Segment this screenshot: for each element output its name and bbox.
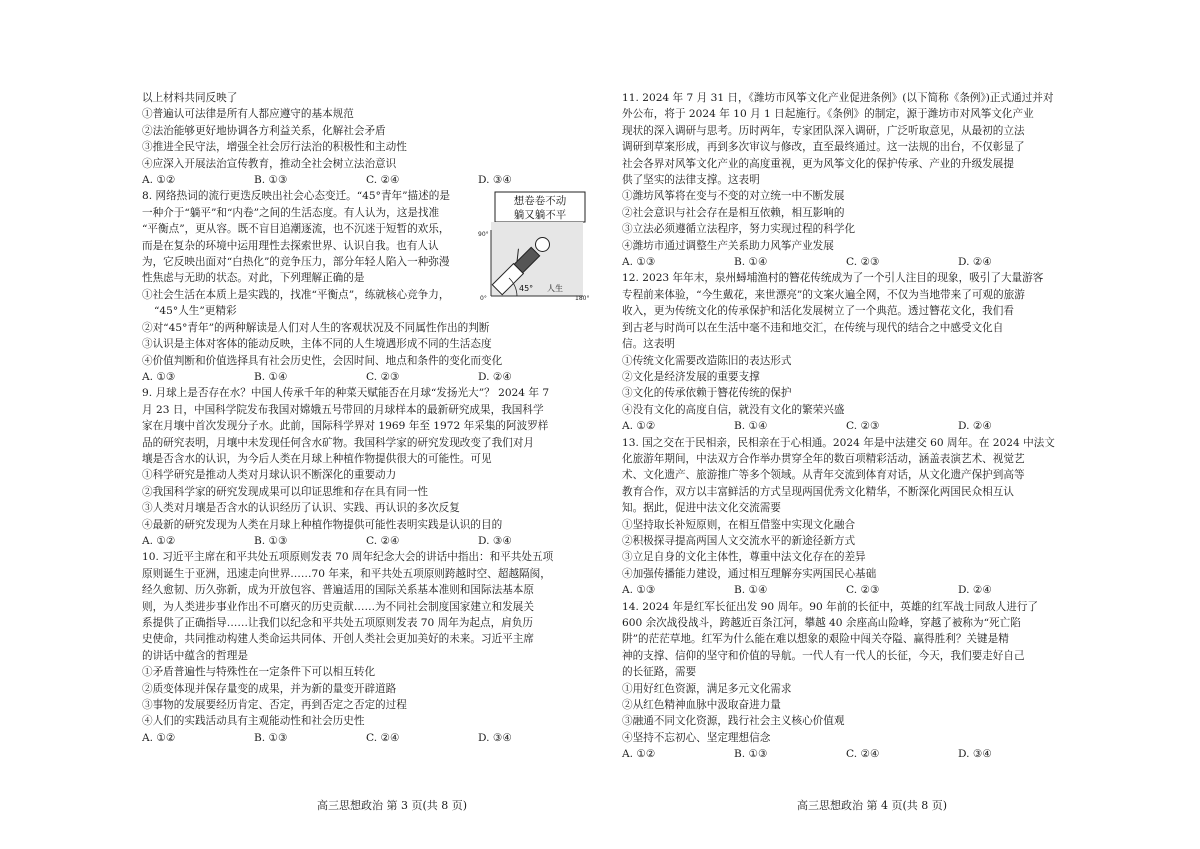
statement: ③事物的发展要经历肯定、否定，再到否定之否定的过程 xyxy=(142,699,407,712)
option-d[interactable]: D. ③④ xyxy=(958,748,992,761)
statement: ④坚持不忘初心、坚定理想信念 xyxy=(622,731,771,744)
statement: ②对“45°青年”的两种解读是人们对人生的客观状况及不同属性作出的判断 xyxy=(142,321,490,334)
angle-label: 45° xyxy=(519,284,534,293)
statement: ④人们的实践活动具有主观能动性和社会历史性 xyxy=(142,715,365,728)
question-stem-line: 史使命，共同推动构建人类命运共同体、开创人类社会更加美好的未来。习近平主席 xyxy=(142,633,534,646)
question-stem-line: 品的研究表明，月壤中未发现任何含水矿物。我国科学家的研究发现改变了我们对月 xyxy=(142,436,534,449)
option-b[interactable]: B. ①④ xyxy=(254,370,288,383)
caption-line-2: 躺又躺不平 xyxy=(513,209,567,221)
statement: ②文化是经济发展的重要支撑 xyxy=(622,370,760,383)
question-stem-line: 化旅游年期间，中法双方合作举办贯穿全年的数百项精彩活动，涵盖表演艺术、视觉艺 xyxy=(622,452,1025,465)
person-label: 人生 xyxy=(547,284,563,293)
statement: ①社会生活在本质上是实践的，找准“平衡点”，练就核心竞争力， xyxy=(142,288,450,301)
question-stem-line: 600 余次战役战斗，跨越近百条江河，攀越 40 余座高山险峰，穿越了被称为“死亡陷 xyxy=(622,617,1021,629)
question-stem-line: 的长征路，需要 xyxy=(622,666,697,679)
option-a[interactable]: A. ①② xyxy=(622,748,656,761)
question-stem-line: 系提供了正确指导……让我们以纪念和平共处五项原则发表 70 周年为起点，肩负历 xyxy=(142,617,533,629)
answer-options xyxy=(622,746,1122,762)
option-d[interactable]: D. ③④ xyxy=(478,534,512,547)
question-stem-line: 信。这表明 xyxy=(622,338,675,351)
question-stem-line: “平衡点”，更从容。既不盲目追潮逐流，也不沉迷于短暂的欢乐， xyxy=(142,223,450,236)
question-10 xyxy=(142,549,642,746)
option-b[interactable]: B. ①③ xyxy=(254,731,288,744)
statement: ④没有文化的高度自信，就没有文化的繁荣兴盛 xyxy=(622,403,845,416)
option-a[interactable]: A. ①② xyxy=(142,534,176,547)
question-stem-line: 14. 2024 年是红军长征出发 90 周年。90 年前的长征中，英雄的红军战士同敌人进行了 xyxy=(622,600,1039,613)
option-a[interactable]: A. ①③ xyxy=(142,370,176,383)
answer-options xyxy=(142,172,642,188)
question-stem-line: 到古老与时尚可以在生活中毫不违和地交汇，在传统与现代的结合之中感受文化自 xyxy=(622,321,1004,334)
axis-label-right: 180° xyxy=(575,295,589,302)
statement: ②我国科学家的研究发现成果可以印证思维和存在具有同一性 xyxy=(142,485,429,498)
page-footer: 高三思想政治 第 4 页(共 8 页) xyxy=(796,799,948,812)
question-stem-line: 11. 2024 年 7 月 31 日，《潍坊市风筝文化产业促进条例》(以下简称《条例》)正式通过并对 xyxy=(622,92,1054,104)
question-stem-line: 专程前来体验，“今生戴花，来世漂亮”的文案火遍全网，不仅为当地带来了可观的旅游 xyxy=(622,288,1025,301)
answer-options xyxy=(622,418,1122,434)
statement: ①潍坊风筝将在变与不变的对立统一中不断发展 xyxy=(622,190,845,203)
statement: ②法治能够更好地协调各方利益关系，化解社会矛盾 xyxy=(142,124,386,137)
option-b[interactable]: B. ①④ xyxy=(734,256,768,269)
statement: ④应深入开展法治宣传教育，推动全社会树立法治意识 xyxy=(142,157,397,170)
option-a[interactable]: A. ①③ xyxy=(622,584,656,597)
statement: ①普遍认可法律是所有人都应遵守的基本规范 xyxy=(142,108,354,121)
option-a[interactable]: A. ①② xyxy=(622,420,656,433)
question-stem-line: 则，为人类进步事业作出不可磨灭的历史贡献……为不同社会制度国家建立和发展关 xyxy=(142,600,534,613)
left-page xyxy=(142,90,642,812)
statement: ①坚持取长补短原则，在相互借鉴中实现文化融合 xyxy=(622,518,856,531)
right-page xyxy=(622,90,1122,812)
question-stem-line: 外公布，将于 2024 年 10 月 1 日起施行。《条例》的制定，源于潍坊市对风筝文化产业 xyxy=(622,108,1034,121)
option-c[interactable]: C. ②④ xyxy=(366,534,400,547)
option-b[interactable]: B. ①③ xyxy=(734,748,768,761)
statement: ①传统文化需要改造陈旧的表达形式 xyxy=(622,354,792,367)
question-7-continued xyxy=(142,90,642,188)
statement: ④最新的研究发现为人类在月球上种植作物提供可能性表明实践是认识的目的 xyxy=(142,518,503,531)
question-stem-line: 9. 月球上是否存在水？中国人传承千年的种菜天赋能否在月球“发扬光大”？ 2024 年 7 xyxy=(142,387,550,400)
question-stem-line: 术、文化遗产、旅游推广等多个领域。从青年交流到体育对话，从文化遗产保护到高等 xyxy=(622,469,1025,482)
question-stem-line: 月 23 日，中国科学院发布我国对嫦娥五号带回的月球样本的最新研究成果，我国科学 xyxy=(142,403,544,416)
option-a[interactable]: A. ①② xyxy=(142,174,176,187)
option-a[interactable]: A. ①② xyxy=(142,731,176,744)
statement: ③认识是主体对客体的能动反映，主体不同的人生境遇形成不同的生活态度 xyxy=(142,338,492,351)
axis-label-top: 90° xyxy=(478,231,489,238)
statement: ②社会意识与社会存在是相互依赖，相互影响的 xyxy=(622,206,845,219)
statement: ②质变体现并保存量变的成果，并为新的量变开辟道路 xyxy=(142,682,397,695)
statement: ③立法必须遵循立法程序，努力实现过程的科学化 xyxy=(622,223,856,236)
question-stem-line: 壤是否含水的认识，为今后人类在月球上种植作物提供很大的可能性。可见 xyxy=(142,452,492,465)
question-stem-line: 13. 国之交在于民相亲，民相亲在于心相通。2024 年是中法建交 60 周年。在 2024 中法文 xyxy=(622,436,1055,449)
statement: ④潍坊市通过调整生产关系助力风筝产业发展 xyxy=(622,239,834,252)
option-d[interactable]: D. ②④ xyxy=(958,256,992,269)
statement: ④价值判断和价值选择具有社会历史性，会因时间、地点和条件的变化而变化 xyxy=(142,354,503,367)
option-b[interactable]: B. ①④ xyxy=(734,420,768,433)
question-stem-line: 社会各界对风筝文化产业的高度重视，更为风筝文化的保护传承、产业的升级发展提 xyxy=(622,157,1014,170)
option-d[interactable]: D. ②④ xyxy=(478,370,512,383)
axis-label-origin: 0° xyxy=(480,295,487,302)
answer-options xyxy=(142,730,642,746)
angle-figure xyxy=(477,190,589,302)
page-footer: 高三思想政治 第 3 页(共 8 页) xyxy=(316,799,468,812)
option-a[interactable]: A. ①③ xyxy=(622,256,656,269)
question-stem-line: 而是在复杂的环境中运用理性去探索世界、认识自我。也有人认 xyxy=(142,239,439,252)
option-c[interactable]: C. ②③ xyxy=(366,370,400,383)
question-stem-line: 现状的深入调研与思考。历时两年，专家团队深入调研，广泛听取意见，从最初的立法 xyxy=(622,124,1025,137)
statement: ③融通不同文化资源，践行社会主义核心价值观 xyxy=(622,715,845,728)
question-12 xyxy=(622,270,1122,434)
statement: ③立足自身的文化主体性，尊重中法文化存在的差异 xyxy=(622,551,866,564)
question-11 xyxy=(622,90,1122,270)
question-stem-line: 的讲话中蕴含的哲理是 xyxy=(142,649,248,662)
option-c[interactable]: C. ②④ xyxy=(366,731,400,744)
statement: ③人类对月壤是否含水的认识经历了认识、实践、再认识的多次反复 xyxy=(142,502,460,515)
question-stem-line: 收入，更为传统文化的传承保护和活化发展树立了一个典范。透过簪花文化，我们看 xyxy=(622,305,1014,318)
option-c[interactable]: C. ②④ xyxy=(366,174,400,187)
q8-illustration xyxy=(477,190,589,302)
statement: ①矛盾普遍性与特殊性在一定条件下可以相互转化 xyxy=(142,666,376,679)
option-b[interactable]: B. ①③ xyxy=(254,534,288,547)
statement-continued: “45°人生”更精彩 xyxy=(154,305,237,318)
statement: ①用好红色资源，满足多元文化需求 xyxy=(622,682,792,695)
statement: ①科学研究是推动人类对月球认识不断深化的重要动力 xyxy=(142,469,397,482)
answer-options xyxy=(622,582,1122,598)
option-d[interactable]: D. ③④ xyxy=(478,731,512,744)
option-c[interactable]: C. ②③ xyxy=(846,584,880,597)
statement: ②从红色精神血脉中汲取奋进力量 xyxy=(622,699,781,712)
caption-line-1: 想卷卷不动 xyxy=(513,195,567,207)
question-stem-line: 8. 网络热词的流行更迭反映出社会心态变迁。“45°青年”描述的是 xyxy=(142,190,450,203)
option-c[interactable]: C. ②③ xyxy=(846,256,880,269)
option-b[interactable]: B. ①③ xyxy=(254,174,288,187)
answer-options xyxy=(142,533,642,549)
question-13 xyxy=(622,435,1122,599)
option-d[interactable]: D. ②④ xyxy=(958,584,992,597)
question-stem-line: 知。据此，促进中法文化交流需要 xyxy=(622,502,781,515)
option-d[interactable]: D. ③④ xyxy=(478,174,512,187)
question-9 xyxy=(142,385,642,549)
statement: ③文化的传承依赖于簪花传统的保护 xyxy=(622,387,792,400)
question-stem-line: 经久愈韧、历久弥新，成为开放包容、普遍适用的国际关系基本准则和国际法基本原 xyxy=(142,584,534,597)
option-b[interactable]: B. ①④ xyxy=(734,584,768,597)
question-stem-line: 一种介于“躺平”和“内卷”之间的生活态度。有人认为，这是找准 xyxy=(142,206,440,219)
question-14 xyxy=(622,599,1122,763)
statement: ②积极探寻提高两国人文交流水平的新途径新方式 xyxy=(622,534,856,547)
statement: ③推进全民守法，增强全社会厉行法治的积极性和主动性 xyxy=(142,141,407,154)
answer-options xyxy=(622,254,1122,270)
statement: ④加强传播能力建设，通过相互理解夯实两国民心基础 xyxy=(622,567,877,580)
question-stem-line: 为，它反映出面对“白热化”的竞争压力，部分年轻人陷入一种弥漫 xyxy=(142,256,450,269)
question-stem-line: 教育合作，双方以丰富鲜活的方式呈现两国优秀文化精华，不断深化两国民众相互认 xyxy=(622,485,1014,498)
question-stem-line: 调研到草案形成，再到多次审议与修改，直至最终通过。这一法规的出台，不仅彰显了 xyxy=(622,141,1025,154)
answer-options xyxy=(142,369,642,385)
question-stem-line: 神的支撑、信仰的坚守和价值的导航。一代人有一代人的长征，今天，我们要走好自己 xyxy=(622,649,1025,662)
question-stem-line: 供了坚实的法律支撑。这表明 xyxy=(622,174,760,187)
question-stem-line: 10. 习近平主席在和平共处五项原则发表 70 周年纪念大会的讲话中指出：和平共处五项 xyxy=(142,551,554,564)
question-stem-line: 原则诞生于亚洲，迅速走向世界……70 年来，和平共处五项原则跨越时空、超越隔阂， xyxy=(142,567,551,580)
option-c[interactable]: C. ②④ xyxy=(846,748,880,761)
option-d[interactable]: D. ②④ xyxy=(958,420,992,433)
question-stem-line: 12. 2023 年年末，泉州蟳埔渔村的簪花传统成为了一个引人注目的现象，吸引了大量游客 xyxy=(622,272,1044,285)
question-stem-line: 家在月壤中首次发现分子水。此前，国际科学界对 1969 年至 1972 年采集的阿波罗样 xyxy=(142,420,549,433)
question-stem-line: 性焦虑与无助的状态。对此，下列理解正确的是 xyxy=(142,272,365,285)
question-stem-line: 阱”的茫茫草地。红军为什么能在难以想象的艰险中闯关夺隘、赢得胜利？关键是精 xyxy=(622,633,1009,646)
question-stem: 以上材料共同反映了 xyxy=(142,92,238,104)
option-c[interactable]: C. ②③ xyxy=(846,420,880,433)
